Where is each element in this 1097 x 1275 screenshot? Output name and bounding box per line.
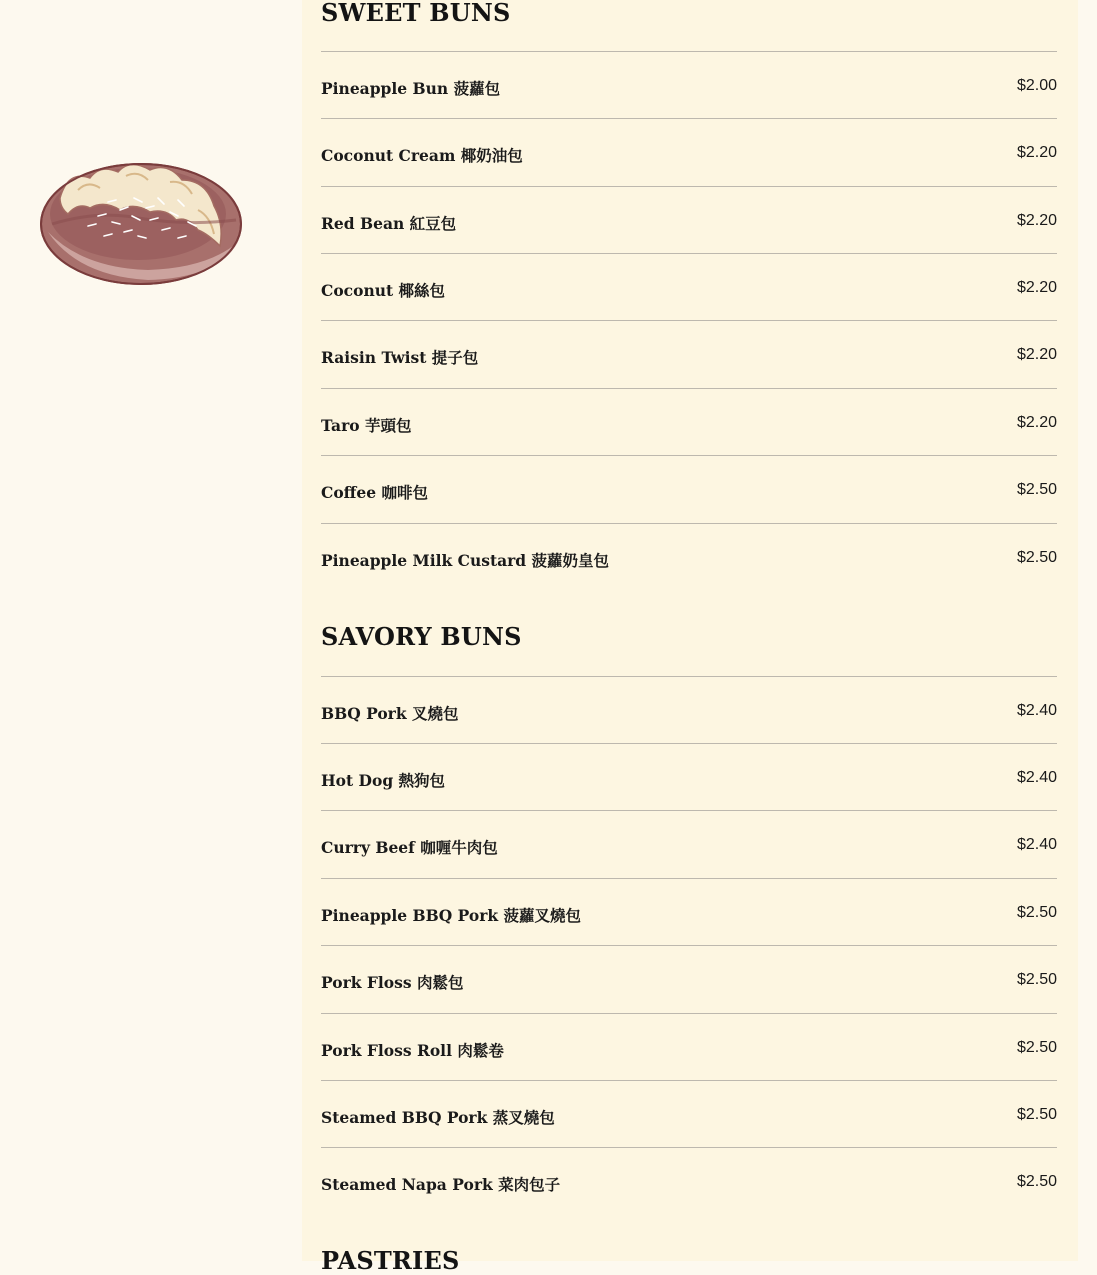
- coconut-bun-illustration-icon: [38, 150, 244, 292]
- item-price: $2.50: [1016, 971, 1057, 988]
- item-price: $2.20: [1016, 414, 1057, 431]
- item-name: BBQ Pork 叉燒包: [321, 704, 459, 723]
- menu-item[interactable]: [321, 810, 1057, 877]
- item-price: $2.20: [1016, 212, 1057, 229]
- menu-item[interactable]: [321, 945, 1057, 1012]
- section-title-savory-buns: SAVORY BUNS: [321, 622, 522, 651]
- menu-item[interactable]: [321, 743, 1057, 810]
- menu-item[interactable]: [321, 253, 1057, 320]
- menu-item[interactable]: [321, 186, 1057, 253]
- item-price: $2.20: [1016, 144, 1057, 161]
- item-name: Coffee 咖啡包: [321, 483, 429, 502]
- item-name: Hot Dog 熱狗包: [321, 771, 446, 790]
- item-name: Raisin Twist 提子包: [321, 348, 479, 367]
- item-name: Curry Beef 咖喱牛肉包: [321, 838, 498, 857]
- menu-item[interactable]: [321, 51, 1057, 118]
- item-price: $2.50: [1016, 904, 1057, 921]
- menu-item[interactable]: [321, 1013, 1057, 1080]
- menu-item[interactable]: [321, 455, 1057, 522]
- item-price: $2.50: [1016, 1039, 1057, 1056]
- item-name: Pork Floss Roll 肉鬆卷: [321, 1041, 504, 1060]
- item-price: $2.00: [1016, 77, 1057, 94]
- menu-item[interactable]: [321, 1080, 1057, 1147]
- menu-item[interactable]: [321, 118, 1057, 185]
- item-name: Coconut 椰絲包: [321, 281, 446, 300]
- item-name: Taro 芋頭包: [321, 416, 412, 435]
- menu-item[interactable]: [321, 878, 1057, 945]
- item-name: Pork Floss 肉鬆包: [321, 973, 464, 992]
- menu-item[interactable]: [321, 1147, 1057, 1214]
- item-price: $2.20: [1016, 279, 1057, 296]
- menu-item[interactable]: [321, 388, 1057, 455]
- item-name: Pineapple Milk Custard 菠蘿奶皇包: [321, 551, 610, 570]
- item-price: $2.50: [1016, 481, 1057, 498]
- item-price: $2.50: [1016, 549, 1057, 566]
- item-price: $2.20: [1016, 346, 1057, 363]
- item-name: Red Bean 紅豆包: [321, 214, 457, 233]
- item-price: $2.50: [1016, 1106, 1057, 1123]
- section-title-sweet-buns: SWEET BUNS: [321, 0, 511, 27]
- right-gutter: [1078, 0, 1097, 1261]
- item-name: Pineapple BBQ Pork 菠蘿叉燒包: [321, 906, 582, 925]
- menu-item[interactable]: [321, 676, 1057, 743]
- item-price: $2.40: [1016, 769, 1057, 786]
- item-name: Pineapple Bun 菠蘿包: [321, 79, 501, 98]
- menu-item[interactable]: [321, 320, 1057, 387]
- item-name: Steamed Napa Pork 菜肉包子: [321, 1175, 561, 1194]
- section-title-pastries: PASTRIES: [321, 1246, 460, 1275]
- illustration-panel: [0, 0, 302, 1261]
- item-name: Steamed BBQ Pork 蒸叉燒包: [321, 1108, 555, 1127]
- item-price: $2.40: [1016, 702, 1057, 719]
- item-price: $2.50: [1016, 1173, 1057, 1190]
- menu-item[interactable]: [321, 523, 1057, 590]
- item-price: $2.40: [1016, 836, 1057, 853]
- item-name: Coconut Cream 椰奶油包: [321, 146, 523, 165]
